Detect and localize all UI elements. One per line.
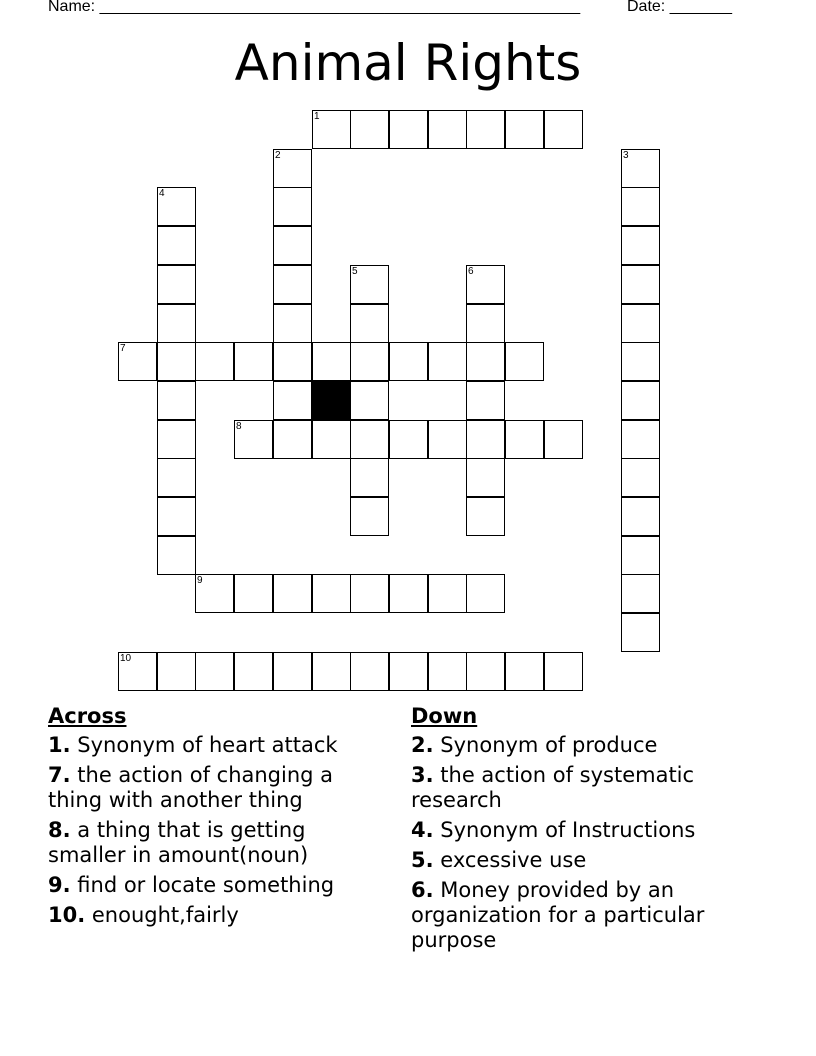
crossword-cell[interactable] [157, 187, 196, 226]
crossword-cell[interactable] [505, 420, 544, 459]
crossword-cell[interactable] [350, 458, 389, 497]
crossword-cell[interactable] [621, 187, 660, 226]
crossword-cell[interactable] [544, 110, 583, 149]
across-clues [48, 702, 388, 933]
crossword-cell[interactable] [621, 574, 660, 613]
crossword-cell[interactable] [157, 304, 196, 343]
crossword-cell[interactable] [350, 574, 389, 613]
crossword-cell[interactable] [466, 497, 505, 536]
crossword-cell[interactable] [621, 458, 660, 497]
crossword-cell[interactable] [273, 304, 312, 343]
crossword-cell[interactable] [350, 497, 389, 536]
cell-number: 4 [159, 188, 165, 199]
crossword-cell[interactable] [118, 652, 157, 691]
date-field[interactable]: Date: _______ [627, 0, 732, 15]
crossword-cell[interactable] [157, 226, 196, 265]
crossword-cell[interactable] [466, 304, 505, 343]
crossword-cell[interactable] [621, 304, 660, 343]
clue-text: Synonym of heart attack [77, 733, 338, 757]
cell-number: 9 [197, 575, 203, 586]
crossword-cell[interactable] [312, 574, 351, 613]
clue-number: 5. [411, 848, 434, 872]
crossword-cell[interactable] [621, 149, 660, 188]
crossword-cell[interactable] [273, 574, 312, 613]
down-clue [411, 848, 781, 873]
clue-text: Money provided by an organization for a particular purpose [411, 878, 705, 952]
crossword-cell[interactable] [505, 342, 544, 381]
crossword-cell[interactable] [273, 420, 312, 459]
crossword-cell[interactable] [234, 652, 273, 691]
clue-text: the action of changing a thing with another thing [48, 763, 334, 812]
crossword-cell[interactable] [157, 420, 196, 459]
cell-number: 1 [314, 111, 320, 122]
crossword-cell[interactable] [466, 458, 505, 497]
crossword-cell[interactable] [389, 652, 428, 691]
clue-text: Synonym of produce [440, 733, 658, 757]
down-clue [411, 818, 781, 843]
crossword-cell[interactable] [273, 342, 312, 381]
crossword-cell[interactable] [466, 574, 505, 613]
crossword-cell[interactable] [157, 458, 196, 497]
crossword-cell[interactable] [157, 652, 196, 691]
crossword-cell[interactable] [350, 304, 389, 343]
crossword-cell[interactable] [157, 497, 196, 536]
crossword-cell[interactable] [505, 110, 544, 149]
black-square [312, 381, 351, 420]
crossword-cell[interactable] [621, 497, 660, 536]
crossword-cell[interactable] [234, 342, 273, 381]
cell-number: 5 [352, 266, 358, 277]
across-clue [48, 873, 388, 898]
crossword-cell[interactable] [195, 342, 234, 381]
cell-number: 6 [468, 266, 474, 277]
down-clue [411, 878, 781, 953]
across-heading: Across [48, 704, 127, 728]
crossword-cell[interactable] [118, 342, 157, 381]
crossword-cell[interactable] [428, 342, 467, 381]
clue-number: 6. [411, 878, 434, 902]
crossword-cell[interactable] [428, 420, 467, 459]
cell-number: 10 [120, 653, 132, 664]
crossword-cell[interactable] [466, 381, 505, 420]
crossword-cell[interactable] [312, 652, 351, 691]
crossword-cell[interactable] [389, 110, 428, 149]
crossword-cell[interactable] [621, 613, 660, 652]
crossword-cell[interactable] [621, 265, 660, 304]
down-clue [411, 763, 781, 813]
crossword-cell[interactable] [544, 652, 583, 691]
clue-number: 10. [48, 903, 86, 927]
crossword-cell[interactable] [350, 110, 389, 149]
crossword-cell[interactable] [428, 110, 467, 149]
crossword-cell[interactable] [350, 420, 389, 459]
crossword-cell[interactable] [273, 652, 312, 691]
crossword-cell[interactable] [157, 342, 196, 381]
name-field[interactable]: Name: ______________________________________________________ [48, 0, 581, 15]
crossword-cell[interactable] [234, 420, 273, 459]
crossword-cell[interactable] [312, 110, 351, 149]
clue-text: find or locate something [77, 873, 335, 897]
crossword-cell[interactable] [466, 652, 505, 691]
clue-number: 3. [411, 763, 434, 787]
clue-text: Synonym of Instructions [440, 818, 696, 842]
across-clue [48, 818, 388, 868]
across-clue [48, 763, 388, 813]
clue-number: 7. [48, 763, 71, 787]
crossword-cell[interactable] [544, 420, 583, 459]
crossword-cell[interactable] [621, 536, 660, 575]
crossword-cell[interactable] [350, 381, 389, 420]
crossword-cell[interactable] [389, 342, 428, 381]
crossword-cell[interactable] [466, 342, 505, 381]
across-clue [48, 903, 388, 928]
crossword-cell[interactable] [466, 265, 505, 304]
crossword-cell[interactable] [157, 265, 196, 304]
down-heading: Down [411, 704, 478, 728]
across-clue [48, 733, 388, 758]
crossword-cell[interactable] [312, 420, 351, 459]
crossword-cell[interactable] [350, 652, 389, 691]
cell-number: 8 [236, 421, 242, 432]
crossword-cell[interactable] [466, 110, 505, 149]
crossword-cell[interactable] [312, 342, 351, 381]
crossword-cell[interactable] [157, 536, 196, 575]
crossword-cell[interactable] [273, 187, 312, 226]
clue-number: 8. [48, 818, 71, 842]
clue-text: a thing that is getting smaller in amount(noun) [48, 818, 309, 867]
down-clue [411, 733, 781, 758]
crossword-cell[interactable] [273, 381, 312, 420]
crossword-cell[interactable] [389, 574, 428, 613]
clue-text: enought,fairly [91, 903, 239, 927]
crossword-cell[interactable] [195, 574, 234, 613]
crossword-cell[interactable] [621, 381, 660, 420]
crossword-cell[interactable] [195, 652, 234, 691]
crossword-cell[interactable] [234, 574, 273, 613]
crossword-cell[interactable] [621, 226, 660, 265]
crossword-cell[interactable] [621, 420, 660, 459]
crossword-cell[interactable] [621, 342, 660, 381]
crossword-cell[interactable] [466, 420, 505, 459]
clue-number: 2. [411, 733, 434, 757]
crossword-cell[interactable] [505, 652, 544, 691]
crossword-cell[interactable] [389, 420, 428, 459]
crossword-cell[interactable] [273, 226, 312, 265]
clue-number: 1. [48, 733, 71, 757]
clue-number: 9. [48, 873, 71, 897]
clue-number: 4. [411, 818, 434, 842]
crossword-cell[interactable] [350, 342, 389, 381]
crossword-cell[interactable] [428, 652, 467, 691]
crossword-cell[interactable] [350, 265, 389, 304]
crossword-cell[interactable] [273, 265, 312, 304]
page-title: Animal Rights [234, 34, 582, 92]
crossword-cell[interactable] [157, 381, 196, 420]
cell-number: 7 [120, 343, 126, 354]
cell-number: 2 [275, 150, 281, 161]
crossword-cell[interactable] [273, 149, 312, 188]
clue-text: excessive use [440, 848, 587, 872]
crossword-cell[interactable] [428, 574, 467, 613]
clue-text: the action of systematic research [411, 763, 695, 812]
down-clues [411, 702, 781, 958]
cell-number: 3 [623, 150, 629, 161]
